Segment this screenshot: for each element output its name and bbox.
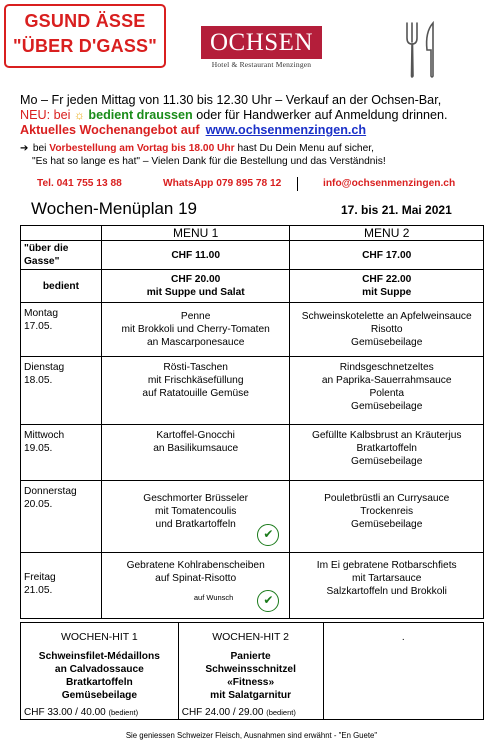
preorder-note xyxy=(20,142,500,168)
hit-price-value: CHF 24.00 / 29.00 xyxy=(181,707,264,718)
ochsen-logo-subtitle: Hotel & Restaurant Menzingen xyxy=(211,60,312,69)
hit-dish xyxy=(21,650,178,702)
dish-line: Trockenreis xyxy=(360,506,414,517)
dish-line: und Bratkartoffeln xyxy=(155,519,236,530)
day-label xyxy=(21,425,102,481)
bedient-m1-price: CHF 20.00 xyxy=(171,274,221,285)
stamp-line-1: GSUND ÄSSE xyxy=(24,11,146,31)
gsund-asse-stamp xyxy=(4,4,166,68)
bedient-m1-extra: mit Suppe und Salat xyxy=(146,287,245,298)
dish-line: Gemüsebeilage xyxy=(351,456,423,467)
dish-line: «Fitness» xyxy=(227,677,275,688)
dish-line: Geschmorter Brüsseler xyxy=(143,493,249,504)
dish-line: Risotto xyxy=(370,324,403,335)
vegan-leaf-icon: ✔ xyxy=(257,590,279,612)
dish-line: Gemüsebeilage xyxy=(351,401,423,412)
day-label xyxy=(21,481,102,553)
bedient-m2-price: CHF 22.00 xyxy=(362,274,412,285)
sun-icon: ☼ xyxy=(73,108,85,122)
menu-1-header: MENU 1 xyxy=(101,226,290,241)
intro-line-3 xyxy=(20,123,495,138)
hit-title: WOCHEN-HIT 2 xyxy=(212,631,290,643)
hit-title: WOCHEN-HIT 1 xyxy=(60,631,138,643)
hit-price-note: (bedient) xyxy=(266,708,296,717)
dish-line: an Mascarponesauce xyxy=(146,337,245,348)
dish-line: mit Frischkäsefüllung xyxy=(147,375,244,386)
day-name: Mittwoch xyxy=(24,430,65,441)
day-row-montag xyxy=(21,303,484,357)
menu-1-dish xyxy=(101,425,290,481)
preorder-line-2: "Es hat so lange es hat" – Vielen Dank für die Bestellung und das Verständnis! xyxy=(32,156,386,167)
menu-2-dish xyxy=(290,303,484,357)
dish-line: Gemüsebeilage xyxy=(61,690,138,701)
day-row-dienstag xyxy=(21,357,484,425)
intro-block xyxy=(20,93,495,138)
gasse-price-menu-2: CHF 17.00 xyxy=(290,241,484,270)
arrow-icon: ➔ xyxy=(20,143,29,154)
weekly-hit-3 xyxy=(323,623,483,720)
day-date: 21.05. xyxy=(24,585,53,596)
auf-wunsch-note: auf Wunsch xyxy=(193,593,234,602)
dish-line: Polenta xyxy=(369,388,404,399)
menu-table xyxy=(20,225,484,619)
bedient-draussen-label: bedient draussen xyxy=(88,108,193,122)
contact-divider xyxy=(297,177,298,191)
dish-line: Schweinskotelette an Apfelweinsauce xyxy=(301,311,472,322)
day-label xyxy=(21,303,102,357)
dish-line: Rindsgeschnetzeltes xyxy=(339,362,434,373)
gasse-label: "über die Gasse" xyxy=(21,241,102,270)
bedient-price-menu-2 xyxy=(290,270,484,303)
weekly-hit-2 xyxy=(178,623,323,720)
menu-2-dish xyxy=(290,553,484,619)
menu-1-dish xyxy=(101,481,290,553)
menu-2-header: MENU 2 xyxy=(290,226,484,241)
hit-price-value: CHF 33.00 / 40.00 xyxy=(24,707,106,718)
menu-header-row xyxy=(21,226,484,241)
day-date: 20.05. xyxy=(24,499,53,510)
day-name: Donnerstag xyxy=(24,486,77,497)
preorder-highlight: Vorbestellung am Vortag bis 18.00 Uhr xyxy=(49,143,235,154)
dish-line: Schweinsfilet-Médaillons xyxy=(38,651,160,662)
footer-note: Sie geniessen Schweizer Fleisch, Ausnahmen sind erwähnt - "En Guete" xyxy=(125,731,378,740)
bedient-label: bedient xyxy=(21,270,102,303)
menu-plan-title: Wochen-Menüplan 19 xyxy=(31,199,198,218)
dish-line: mit Salatgarnitur xyxy=(210,690,292,701)
menu-1-dish xyxy=(101,553,290,619)
dish-line: mit Brokkoli und Cherry-Tomaten xyxy=(121,324,270,335)
day-row-mittwoch xyxy=(21,425,484,481)
day-row-donnerstag xyxy=(21,481,484,553)
dish-line: Gemüsebeilage xyxy=(351,519,423,530)
dish-line: auf Spinat-Risotto xyxy=(155,573,237,584)
bedient-price-row xyxy=(21,270,484,303)
day-date: 18.05. xyxy=(24,375,53,386)
preorder-pre: bei xyxy=(32,143,47,154)
hit-dish xyxy=(179,650,323,702)
menu-2-dish xyxy=(290,481,484,553)
dish-line: Rösti-Taschen xyxy=(163,362,228,373)
dish-line: Gefüllte Kalbsbrust an Kräuterjus xyxy=(311,430,462,441)
whatsapp-number[interactable]: WhatsApp 079 895 78 12 xyxy=(163,178,282,189)
dish-line: auf Ratatouille Gemüse xyxy=(142,388,249,399)
weekly-hits-table xyxy=(20,622,484,720)
neu-label: NEU: bei xyxy=(20,108,71,122)
menu-plan-dates: 17. bis 21. Mai 2021 xyxy=(341,203,452,217)
dish-line: Salzkartoffeln und Brokkoli xyxy=(326,586,447,597)
weekly-hits-row xyxy=(21,623,484,720)
offer-label: Aktuelles Wochenangebot auf xyxy=(20,123,200,137)
weekly-hit-1 xyxy=(21,623,179,720)
intro-line-1: Mo – Fr jeden Mittag von 11.30 bis 12.30 Uhr – Verkauf an der Ochsen-Bar, xyxy=(20,93,442,107)
dish-line: Penne xyxy=(180,311,211,322)
hit-title: . xyxy=(401,632,405,643)
dish-line: Kartoffel-Gnocchi xyxy=(156,430,235,441)
hit-price xyxy=(179,706,323,719)
dish-line: Schweinsschnitzel xyxy=(205,664,296,675)
menu-2-dish xyxy=(290,425,484,481)
menu-2-dish xyxy=(290,357,484,425)
gasse-price-row xyxy=(21,241,484,270)
dish-line: Im Ei gebratene Rotbarschfiets xyxy=(316,560,457,571)
hit-price xyxy=(21,706,178,719)
hit-price-note: (bedient) xyxy=(108,708,139,717)
gasse-price-menu-1: CHF 11.00 xyxy=(101,241,290,270)
preorder-line-1 xyxy=(20,142,500,155)
vegan-leaf-icon: ✔ xyxy=(257,524,279,546)
day-label xyxy=(21,553,102,619)
day-name: Freitag xyxy=(24,572,56,583)
day-name: Montag xyxy=(24,308,58,319)
ochsen-logo: OCHSEN xyxy=(201,26,322,59)
day-row-freitag xyxy=(21,553,484,619)
dish-block xyxy=(290,492,483,531)
dish-line: Gemüsebeilage xyxy=(351,337,423,348)
day-name: Dienstag xyxy=(24,362,65,373)
intro-line-2 xyxy=(20,108,495,123)
cutlery-icon xyxy=(402,20,442,80)
header-corner xyxy=(21,226,102,241)
phone-number[interactable]: Tel. 041 755 13 88 xyxy=(37,178,122,189)
day-label xyxy=(21,357,102,425)
email-link[interactable]: info@ochsenmenzingen.ch xyxy=(323,178,456,189)
dish-line: Panierte xyxy=(230,651,271,662)
website-link[interactable]: www.ochsenmenzingen.ch xyxy=(205,123,367,137)
menu-1-dish xyxy=(101,303,290,357)
bedient-m2-extra: mit Suppe xyxy=(362,287,412,298)
dish-line: an Calvadossauce xyxy=(54,664,144,675)
preorder-post: hast Du Dein Menu auf sicher, xyxy=(237,143,374,154)
dish-line: Bratkartoffeln xyxy=(356,443,417,454)
intro-line-2-rest: oder für Handwerker auf Anmeldung drinnen. xyxy=(196,108,448,122)
dish-line: mit Tomatencoulis xyxy=(154,506,237,517)
bedient-price-menu-1 xyxy=(101,270,290,303)
dish-line: Bratkartoffeln xyxy=(65,677,133,688)
dish-line: Pouletbrüstli an Currysauce xyxy=(324,493,450,504)
day-date: 19.05. xyxy=(24,443,53,454)
dish-line: an Paprika-Sauerrahmsauce xyxy=(321,375,452,386)
dish-line: mit Tartarsauce xyxy=(351,573,422,584)
day-date: 17.05. xyxy=(24,321,53,332)
dish-line: an Basilikumsauce xyxy=(153,443,239,454)
dish-line: Gebratene Kohlrabenscheiben xyxy=(126,560,265,571)
menu-1-dish xyxy=(101,357,290,425)
stamp-line-2: "ÜBER D'GASS" xyxy=(13,36,157,56)
